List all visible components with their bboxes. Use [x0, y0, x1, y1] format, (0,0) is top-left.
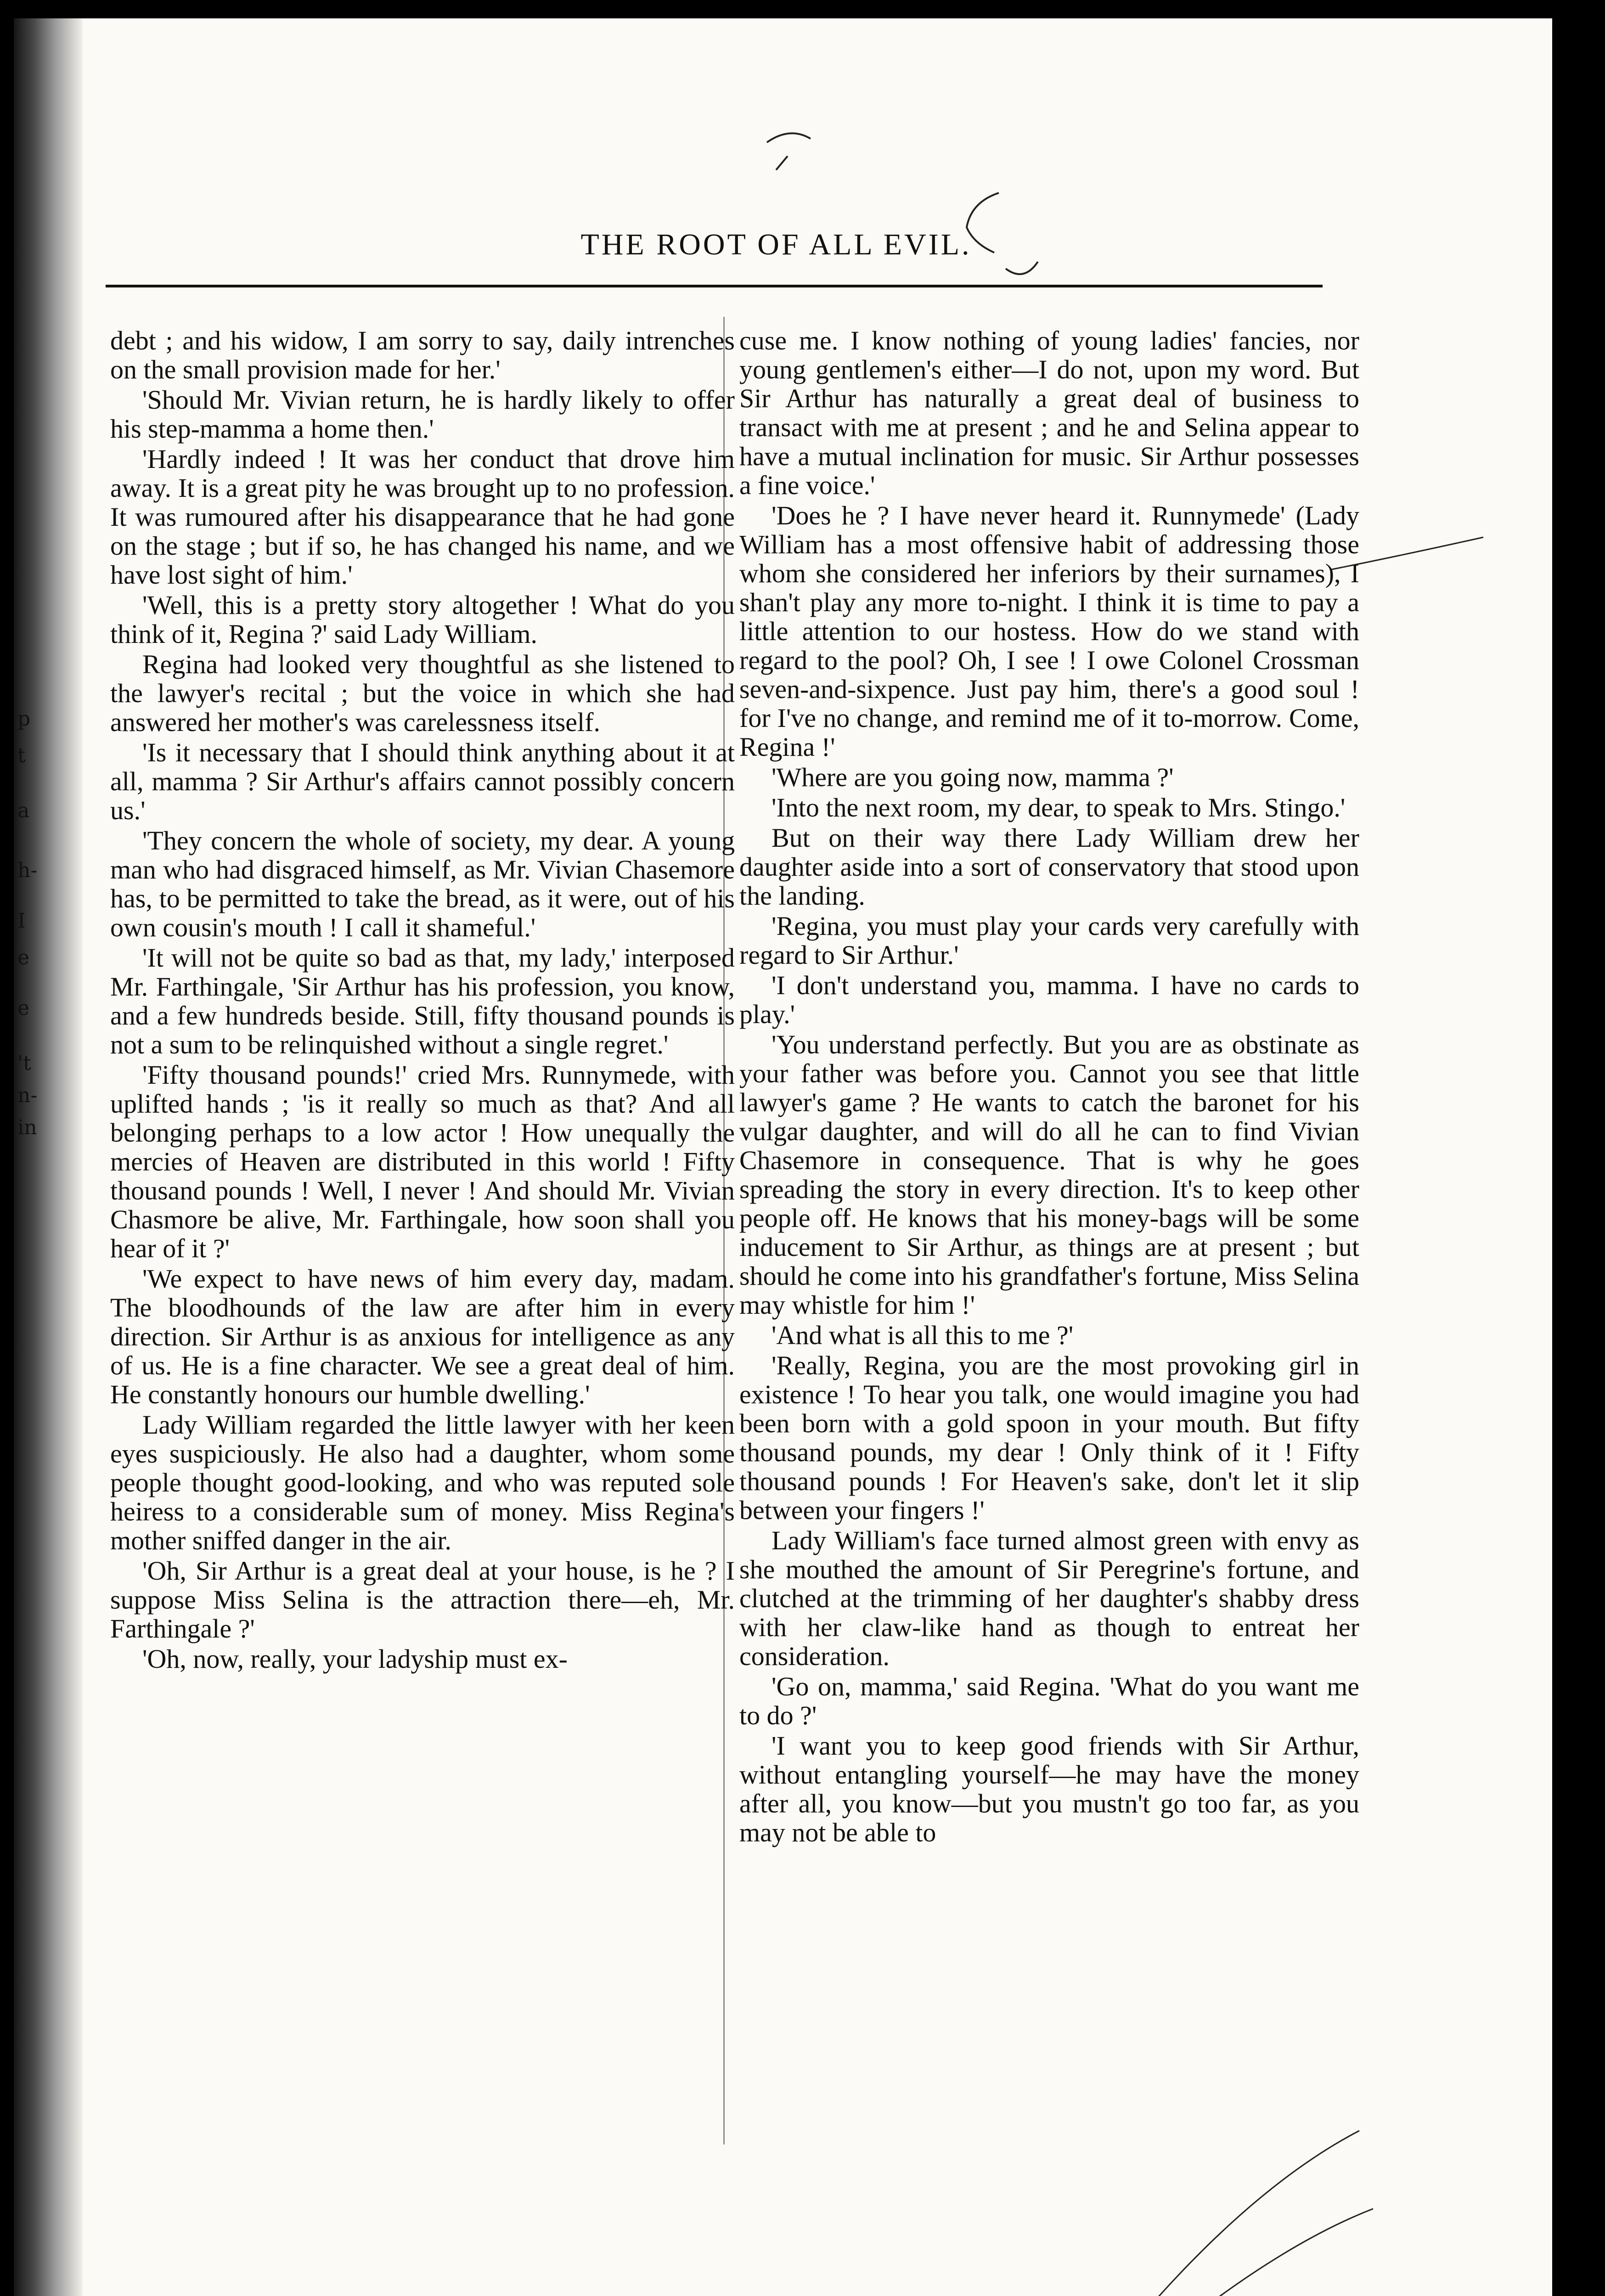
edge-fragment: e	[17, 946, 30, 969]
paragraph: 'Hardly indeed ! It was her conduct that drove him away. It is a great pity he was brought up to no profession. It was rumoured after his disappearance that he had gone on the stage ; but if so, he has changed his name, and we have lost sight of him.'	[110, 444, 735, 590]
edge-fragment: t	[17, 744, 26, 767]
paragraph: Regina had looked very thoughtful as she listened to the lawyer's recital ; but the voice in which she had answered her mother's was carelessness itself.	[110, 649, 735, 737]
paragraph: 'They concern the whole of society, my dear. A young man who had disgraced himself, as Mr. Vivian Chasemore has, to be permitted to take the bread, as it were, out of his own cousin's mouth ! I call it shameful.'	[110, 826, 735, 942]
paragraph: 'And what is all this to me ?'	[772, 1320, 1074, 1350]
edge-fragment: e	[17, 996, 30, 1020]
paragraph: Lady William regarded the little lawyer with her keen eyes suspiciously. He also had a daughter, whom some people thought good-looking, and who was reputed sole heiress to a considerable sum of money. Miss Regina's mother sniffed danger in the air.	[110, 1410, 735, 1555]
left-column	[110, 326, 735, 1675]
edge-fragment: n-	[17, 1084, 38, 1107]
paragraph: cuse me. I know nothing of young ladies' fancies, nor young gentlemen's either—I do not, upon my word. But Sir Arthur has naturally a great deal of business to transact with me at present ; and he and Selina appear to have a mutual inclination for music. Sir Arthur possesses a fine voice.'	[739, 326, 1359, 500]
paragraph: 'Where are you going now, mamma ?'	[772, 762, 1174, 792]
paragraph: 'Really, Regina, you are the most provoking girl in existence ! To hear you talk, one would imagine you had been born with a gold spoon in your mouth. But fifty thousand pounds, my dear ! Only think of it ! Fifty thousand pounds ! For Heaven's sake, don't let it slip between your fingers !'	[739, 1351, 1359, 1525]
paragraph: 'Well, this is a pretty story altogether ! What do you think of it, Regina ?' said Lady William.	[110, 590, 735, 649]
edge-fragment: h-	[17, 859, 38, 882]
running-head: THE ROOT OF ALL EVIL.	[580, 228, 972, 261]
book-page	[14, 18, 1552, 2296]
paragraph: 'Oh, Sir Arthur is a great deal at your house, is he ? I suppose Miss Selina is the attraction there—eh, Mr. Farthingale ?'	[110, 1556, 735, 1643]
paragraph: 'You understand perfectly. But you are as obstinate as your father was before you. Cannot you see that little lawyer's game ? He wants to catch the baronet for his vulgar daughter, and will do all he can to find Vivian Chasemore in consequence. That is why he goes spreading the story in every direction. It's to keep other people off. He knows that his money-bags will be some inducement to Sir Arthur, as things are at present ; but should he come into his grandfather's fortune, Miss Selina may whistle for him !'	[739, 1030, 1359, 1320]
paragraph: 'Should Mr. Vivian return, he is hardly likely to offer his step-mamma a home then.'	[110, 385, 735, 444]
paragraph: 'Fifty thousand pounds!' cried Mrs. Runnymede, with uplifted hands ; 'is it really so much as that? And all belonging perhaps to a low actor ! How unequally the mercies of Heaven are distributed in this world ! Fifty thousand pounds ! Well, I never ! And should Mr. Vivian Chasmore be alive, Mr. Farthingale, how soon shall you hear of it ?'	[110, 1060, 735, 1263]
paragraph: 'Oh, now, really, your ladyship must ex-	[142, 1644, 568, 1674]
paragraph: 'We expect to have news of him every day, madam. The bloodhounds of the law are after him in every direction. Sir Arthur is as anxious for intelligence as any of us. He is a fine character. We see a great deal of him. He constantly honours our humble dwelling.'	[110, 1264, 735, 1409]
paragraph: Lady William's face turned almost green with envy as she mouthed the amount of Sir Peregrine's fortune, and clutched at the trimming of her daughter's shabby dress with her claw-like hand as though to entreat her consideration.	[739, 1525, 1359, 1671]
edge-fragment: I	[17, 909, 26, 933]
paragraph: 'Regina, you must play your cards very carefully with regard to Sir Arthur.'	[739, 911, 1359, 970]
paragraph: But on their way there Lady William drew her daughter aside into a sort of conservatory that stood upon the landing.	[739, 823, 1359, 911]
paragraph: 'Into the next room, my dear, to speak to Mrs. Stingo.'	[772, 793, 1346, 822]
edge-fragment: 't	[17, 1052, 31, 1075]
paragraph: 'Is it necessary that I should think anything about it at all, mamma ? Sir Arthur's affairs cannot possibly concern us.'	[110, 737, 735, 825]
edge-fragment: p	[17, 707, 31, 731]
right-column	[739, 326, 1359, 1848]
edge-fragment: a	[17, 799, 30, 822]
paragraph: 'Go on, mamma,' said Regina. 'What do you want me to do ?'	[739, 1671, 1359, 1730]
paragraph: 'I want you to keep good friends with Sir Arthur, without entangling yourself—he may have the money after all, you know—but you mustn't go too far, as you may not be able to	[739, 1731, 1359, 1847]
paragraph: 'Does he ? I have never heard it. Runnymede' (Lady William has a most offensive habit of addressing those whom she considered her inferiors by their surnames), I shan't play any more to-night. I think it is time to pay a little attention to our hostess. How do we stand with regard to the pool? Oh, I see ! I owe Colonel Crossman seven-and-sixpence. Just pay him, there's a good soul ! for I've no change, and remind me of it to-morrow. Come, Regina !'	[739, 501, 1359, 762]
paragraph: 'It will not be quite so bad as that, my lady,' interposed Mr. Farthingale, 'Sir Arthur has his profession, you know, and a few hundreds beside. Still, fifty thousand pounds is not a sum to be relinquished without a single regret.'	[110, 943, 735, 1059]
paragraph: debt ; and his widow, I am sorry to say, daily intrenches on the small provision made for her.'	[110, 326, 735, 384]
paragraph: 'I don't understand you, mamma. I have no cards to play.'	[739, 970, 1359, 1029]
edge-fragment: in	[17, 1116, 37, 1139]
